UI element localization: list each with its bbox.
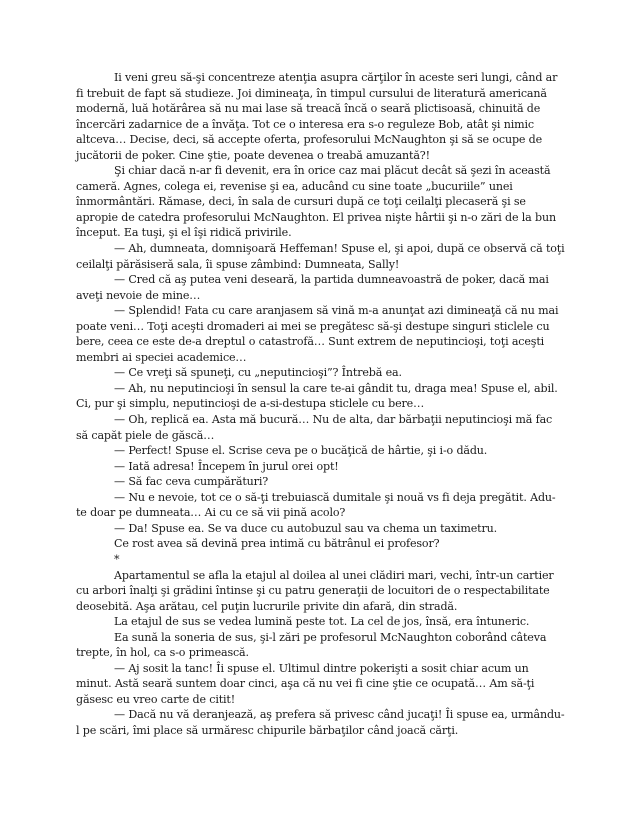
paragraph: — Ah, nu neputincioşi în sensul la care te-ai gândit tu, draga mea! Spuse el, abil. Ci, pur şi simplu, neputincioşi de a-si-destupa sticlele cu bere… [76,381,558,411]
paragraph: — Splendid! Fata cu care aranjasem să vină m-a anunţat azi dimineaţă că nu mai poate veni… Toţi aceşti dromaderi ai mei se pregătesc să-şi destupe singuri sticlele cu bere, ceea ce este de-a dreptul o catastrofă… Sunt extrem de neputincioşi, toţi aceşti membri ai speciei academice… [76,304,559,364]
paragraph: Ce rost avea să devină prea intimă cu bătrânul ei profesor? [114,537,440,551]
paragraph: — Ah, dumneata, domnişoară Heffeman! Spuse el, şi apoi, după ce observă că toţi ceilalţi părăsiseră sala, îi spuse zâmbind: Dumneata, Sally! [76,242,565,271]
paragraph: — Aj sosit la tanc! Îi spuse el. Ultimul dintre pokerişti a sosit chiar acum un minut. Astă seară suntem doar cinci, aşa că nu vei fi cine ştie ce ocupată… Am să-ţi găsesc eu vreo carte de citit! [76,661,535,706]
paragraph: Apartamentul se afla la etajul al doilea al unei clădiri mari, vechi, într-un cartier cu arbori înalţi şi grădini întinse şi cu patru generaţii de locuitori de o respectabilitate deosebită. Aşa arătau, cel puţin lucrurile privite din afară, din stradă. [76,568,554,613]
paragraph: Şi chiar dacă n-ar fi devenit, era în orice caz mai plăcut decât să şezi în această cameră. Agnes, colega ei, revenise şi ea, aducând cu sine toate „bucuriile” unei înmormântări. Rămase, deci, în sala de cursuri după ce toţi ceilalţi plecaseră şi se apropie de catedra profesorului McNaughton. El privea nişte hârtii şi n-o zări de la bun început. Ea tuşi, şi el îşi ridică privirile. [76,164,556,240]
document-page [76,70,566,739]
section-separator: * [114,552,120,566]
paragraph: — Perfect! Spuse el. Scrise ceva pe o bucăţică de hârtie, şi i-o dădu. [114,444,488,458]
paragraph: — Cred că aş putea veni deseară, la partida dumneavoastră de poker, dacă mai aveţi nevoie de mine… [76,273,549,302]
paragraph: — Oh, replică ea. Asta mă bucură… Nu de alta, dar bărbaţii neputincioşi mă fac să capăt piele de găscă… [76,413,553,442]
paragraph: — Să fac ceva cumpărături? [114,475,269,489]
paragraph: — Iată adresa! Începem în jurul orei opt! [114,459,339,473]
paragraph: — Da! Spuse ea. Se va duce cu autobuzul sau va chema un taximetru. [114,521,497,535]
paragraph: Ii veni greu să-şi concentreze atenţia asupra cărţilor în aceste seri lungi, când ar fi trebuit de fapt să studieze. Joi dimineaţa, în timpul cursului de literatură americană modernă, luă hotărârea să nu mai lase să treacă încă o seară plictisoasă, chinuită de încercări zadarnice de a învăţa. Tot ce o interesa era s-o reguleze Bob, atât şi nimic altceva… Decise, deci, să accepte oferta, profesorului McNaughton şi să se ocupe de jucătorii de poker. Cine ştie, poate devenea o treabă amuzantă?! [76,71,558,162]
paragraph: — Dacă nu vă deranjează, aş prefera să privesc când jucaţi! Îi spuse ea, urmându-l pe scări, îmi place să urmăresc chipurile bărbaţilor când joacă cărţi. [76,708,565,737]
paragraph: La etajul de sus se vedea lumină peste tot. La cel de jos, însă, era întuneric. [114,615,530,629]
paragraph: Ea sună la soneria de sus, şi-l zări pe profesorul McNaughton coborând câteva trepte, în hol, ca s-o primească. [76,630,547,660]
paragraph: — Nu e nevoie, tot ce o să-ţi trebuiască dumitale şi nouă vs fi deja pregătit. Adu-te doar pe dumneata… Ai cu ce să vii pină acolo? [76,490,556,520]
paragraph: — Ce vreţi să spuneţi, cu „neputincioşi”? Întrebă ea. [114,366,402,380]
